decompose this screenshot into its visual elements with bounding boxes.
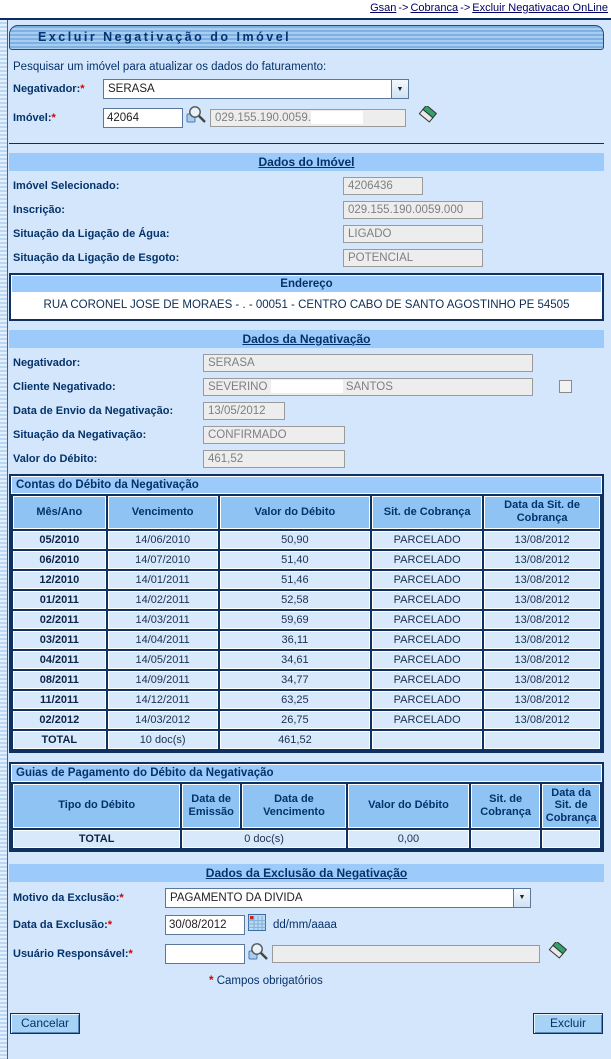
imovel-label: Imóvel:*: [13, 111, 56, 124]
breadcrumb-separator: ->: [460, 2, 471, 14]
table-row: [13, 711, 600, 729]
table-cell: 13/08/2012: [484, 671, 600, 689]
contas-box: [9, 474, 604, 753]
required-asterisk: *: [119, 891, 124, 904]
data-envio-value: 13/05/2012: [203, 402, 285, 420]
required-asterisk: *: [107, 918, 113, 931]
cliente-negativado-label: Cliente Negativado:: [13, 380, 116, 393]
total-docs: 10 doc(s): [108, 731, 218, 749]
table-row: [13, 531, 600, 549]
table-cell: 51,46: [220, 571, 371, 589]
field-row-cliente-negativado: [9, 378, 604, 396]
table-cell: 13/08/2012: [484, 691, 600, 709]
table-cell: 13/08/2012: [484, 551, 600, 569]
column-header: Data da Sit. de Cobrança: [484, 496, 600, 529]
table-cell: 14/02/2011: [108, 591, 218, 609]
table-cell: 13/08/2012: [484, 531, 600, 549]
table-cell: 52,58: [220, 591, 371, 609]
total-valor: 461,52: [220, 731, 371, 749]
negativador-ro-value: SERASA: [203, 354, 533, 372]
guias-table: [11, 782, 602, 850]
field-row-negativador-search: [9, 79, 604, 99]
total-label: TOTAL: [13, 731, 106, 749]
table-cell: 13/08/2012: [484, 571, 600, 589]
negativador-label: Negativador:*: [13, 83, 85, 95]
section-divider: [9, 143, 604, 144]
cancel-button[interactable]: Cancelar: [10, 1013, 80, 1034]
negativador-ro-label: Negativador:: [13, 356, 81, 369]
table-cell: 14/03/2012: [108, 711, 218, 729]
field-row-imovel-search: [9, 105, 604, 130]
imovel-inscricao-display: 029.155.190.0059.: [210, 109, 406, 127]
inscricao-label: Inscrição:: [13, 204, 65, 216]
field-row-situacao-negativacao: [9, 426, 604, 444]
table-cell: 13/08/2012: [484, 631, 600, 649]
page-title: Excluir Negativação do Imóvel: [9, 25, 604, 50]
table-cell: PARCELADO: [372, 711, 482, 729]
redaction-patch: [311, 111, 363, 124]
field-row-ligacao-esgoto: [9, 249, 604, 267]
negativador-select[interactable]: [103, 79, 409, 99]
table-cell: 34,77: [220, 671, 371, 689]
table-cell: 12/2010: [13, 571, 106, 589]
table-cell: PARCELADO: [372, 531, 482, 549]
empty-cell: [542, 830, 600, 848]
table-cell: 26,75: [220, 711, 371, 729]
table-cell: 11/2011: [13, 691, 106, 709]
usuario-responsavel-input[interactable]: [165, 944, 245, 964]
field-row-imovel-selecionado: [9, 177, 604, 195]
empty-cell: [372, 731, 482, 749]
column-header: Mês/Ano: [13, 496, 106, 529]
breadcrumb-link-gsan[interactable]: Gsan: [370, 2, 397, 14]
table-cell: 05/2010: [13, 531, 106, 549]
redaction-patch: [271, 380, 343, 393]
table-cell: 13/08/2012: [484, 711, 600, 729]
table-cell: 08/2011: [13, 671, 106, 689]
submit-button[interactable]: Excluir: [533, 1013, 603, 1034]
table-cell: 14/09/2011: [108, 671, 218, 689]
table-cell: 13/08/2012: [484, 611, 600, 629]
table-cell: 34,61: [220, 651, 371, 669]
field-row-inscricao: [9, 201, 604, 219]
motivo-exclusao-selected-value: PAGAMENTO DA DIVIDA: [170, 891, 303, 904]
table-cell: 14/01/2011: [108, 571, 218, 589]
total-docs: 0 doc(s): [182, 830, 346, 848]
motivo-exclusao-label: Motivo da Exclusão:*: [13, 891, 124, 904]
empty-cell: [484, 731, 600, 749]
data-exclusao-input[interactable]: [165, 915, 245, 935]
guias-title: Guias de Pagamento do Débito da Negativação: [11, 764, 602, 782]
table-cell: 01/2011: [13, 591, 106, 609]
table-cell: PARCELADO: [372, 611, 482, 629]
valor-debito-value: 461,52: [203, 450, 345, 468]
contas-table: [11, 494, 602, 751]
search-instruction: Pesquisar um imóvel para atualizar os dados do faturamento:: [13, 61, 327, 73]
empty-cell: [471, 830, 540, 848]
contas-total-row: [13, 731, 600, 749]
guias-header-row: [13, 784, 600, 828]
table-row: [13, 671, 600, 689]
situacao-negativacao-label: Situação da Negativação:: [13, 428, 147, 441]
calendar-icon[interactable]: [248, 914, 266, 936]
table-cell: 14/05/2011: [108, 651, 218, 669]
endereco-value: RUA CORONEL JOSE DE MORAES - . - 00051 - CENTRO CABO DE SANTO AGOSTINHO PE 54505: [11, 293, 602, 319]
guias-total-row: [13, 830, 600, 848]
table-cell: 51,40: [220, 551, 371, 569]
eraser-icon[interactable]: [548, 942, 568, 966]
table-cell: 63,25: [220, 691, 371, 709]
valor-debito-label: Valor do Débito:: [13, 452, 98, 465]
table-row: [13, 631, 600, 649]
chevron-down-icon[interactable]: ▼: [391, 80, 408, 98]
imovel-selecionado-label: Imóvel Selecionado:: [13, 180, 120, 192]
eraser-icon[interactable]: [418, 106, 438, 130]
required-asterisk: *: [128, 948, 133, 961]
breadcrumb-link-excluir-negativacao[interactable]: Excluir Negativacao OnLine: [472, 2, 608, 14]
field-row-motivo-exclusao: [9, 888, 604, 908]
imovel-selecionado-value: 4206436: [343, 177, 423, 195]
striped-left-gutter: [0, 20, 8, 1059]
table-cell: 14/04/2011: [108, 631, 218, 649]
guias-box: [9, 762, 604, 852]
date-format-hint: dd/mm/aaaa: [273, 918, 337, 931]
table-cell: PARCELADO: [372, 671, 482, 689]
table-row: [13, 571, 600, 589]
field-row-usuario-responsavel: [9, 942, 604, 967]
ligacao-esgoto-value: POTENCIAL: [343, 249, 483, 267]
required-fields-note: * Campos obrigatórios: [209, 974, 323, 987]
table-cell: 03/2011: [13, 631, 106, 649]
table-cell: 59,69: [220, 611, 371, 629]
column-header: Sit. de Cobrança: [471, 784, 540, 828]
field-row-data-envio: [9, 402, 604, 420]
breadcrumb-separator: ->: [398, 2, 409, 14]
section-header-dados-imovel: Dados do Imóvel: [9, 153, 604, 171]
table-cell: 50,90: [220, 531, 371, 549]
situacao-negativacao-value: CONFIRMADO: [203, 426, 345, 444]
column-header: Data de Emissão: [182, 784, 240, 828]
imovel-input[interactable]: [103, 108, 183, 128]
button-bar: [9, 1013, 604, 1034]
negativador-selected-value: SERASA: [108, 83, 155, 95]
table-cell: 14/03/2011: [108, 611, 218, 629]
column-header: Sit. de Cobrança: [372, 496, 482, 529]
search-icon[interactable]: [186, 105, 207, 130]
field-row-valor-debito: [9, 450, 604, 468]
table-cell: 36,11: [220, 631, 371, 649]
field-row-ligacao-agua: [9, 225, 604, 243]
table-row: [13, 651, 600, 669]
table-cell: 04/2011: [13, 651, 106, 669]
table-row: [13, 591, 600, 609]
table-cell: PARCELADO: [372, 691, 482, 709]
table-cell: PARCELADO: [372, 571, 482, 589]
cliente-negativado-value: SEVERINO SANTOS: [203, 378, 533, 396]
contas-title: Contas do Débito da Negativação: [11, 476, 602, 494]
table-cell: 14/12/2011: [108, 691, 218, 709]
contas-header-row: [13, 496, 600, 529]
table-cell: 14/07/2010: [108, 551, 218, 569]
table-cell: 14/06/2010: [108, 531, 218, 549]
section-header-dados-exclusao: Dados da Exclusão da Negativação: [9, 864, 604, 882]
table-cell: 02/2011: [13, 611, 106, 629]
top-rule: [0, 18, 611, 20]
table-cell: PARCELADO: [372, 551, 482, 569]
ligacao-agua-label: Situação da Ligação de Água:: [13, 228, 170, 240]
column-header: Data da Sit. de Cobrança: [542, 784, 600, 828]
usuario-responsavel-label: Usuário Responsável:*: [13, 948, 133, 961]
breadcrumb-link-cobranca[interactable]: Cobranca: [410, 2, 459, 14]
required-asterisk: *: [80, 83, 85, 95]
data-exclusao-label: Data da Exclusão:*: [13, 918, 113, 931]
table-cell: 13/08/2012: [484, 651, 600, 669]
section-header-dados-negativacao: Dados da Negativação: [9, 330, 604, 348]
data-envio-label: Data de Envio da Negativação:: [13, 404, 174, 417]
breadcrumb: [0, 0, 611, 18]
search-icon[interactable]: [248, 942, 269, 967]
table-row: [13, 691, 600, 709]
ligacao-esgoto-label: Situação da Ligação de Esgoto:: [13, 252, 180, 264]
chevron-down-icon[interactable]: ▼: [513, 889, 530, 907]
total-label: TOTAL: [13, 830, 180, 848]
usuario-responsavel-display: [272, 945, 540, 963]
table-cell: 13/08/2012: [484, 591, 600, 609]
column-header: Valor do Débito: [348, 784, 469, 828]
table-cell: 06/2010: [13, 551, 106, 569]
inscricao-value: 029.155.190.0059.000: [343, 201, 483, 219]
table-cell: PARCELADO: [372, 651, 482, 669]
table-cell: 02/2012: [13, 711, 106, 729]
endereco-title: Endereço: [11, 275, 602, 293]
column-header: Valor do Débito: [220, 496, 371, 529]
table-cell: PARCELADO: [372, 591, 482, 609]
column-header: Tipo do Débito: [13, 784, 180, 828]
endereco-box: [9, 273, 604, 321]
total-valor: 0,00: [348, 830, 469, 848]
field-row-negativador: [9, 354, 604, 372]
field-row-data-exclusao: [9, 914, 604, 936]
column-header: Vencimento: [108, 496, 218, 529]
ligacao-agua-value: LIGADO: [343, 225, 483, 243]
table-row: [13, 611, 600, 629]
table-cell: PARCELADO: [372, 631, 482, 649]
cliente-checkbox[interactable]: [559, 380, 572, 393]
column-header: Data de Vencimento: [242, 784, 346, 828]
table-row: [13, 551, 600, 569]
motivo-exclusao-select[interactable]: [165, 888, 531, 908]
required-asterisk: *: [51, 111, 56, 124]
